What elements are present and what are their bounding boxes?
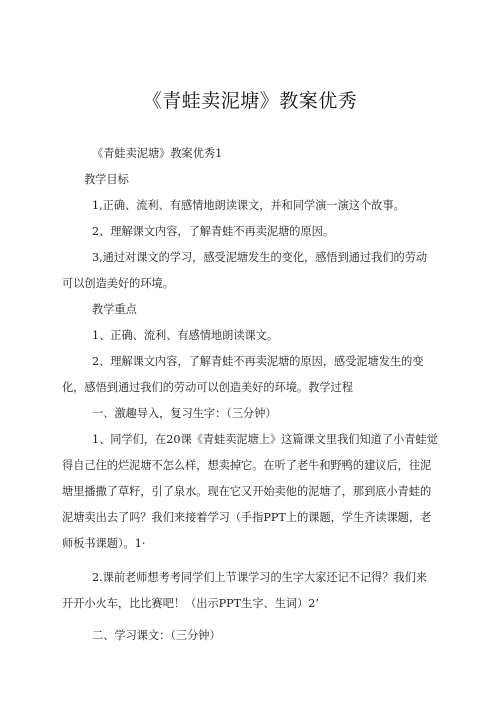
document-title: 《青蛙卖泥塘》教案优秀 (142, 90, 358, 112)
paragraph-line: 2.课前老师想考考同学们上节课学习的生字大家还记不记得？我们来 (92, 571, 428, 584)
paragraph-line: 泥塘卖出去了吗？我们来接着学习（手指PPT上的课题，学生齐读课题，老 (62, 511, 432, 524)
section-heading-objectives: 教学目标 (84, 173, 129, 186)
paragraph-line: 3,通过对课文的学习，感受泥塘发生的变化，感悟到通过我们的劳动 (92, 251, 428, 264)
paragraph-line: 化，感悟到通过我们的劳动可以创造美好的环境。教学过程 (62, 381, 353, 394)
paragraph-line: 得自己住的烂泥塘不怎么样，想卖掉它。在听了老牛和野鸭的建议后，往泥 (62, 459, 432, 472)
paragraph-line: 2、理解课文内容，了解青蛙不再卖泥塘的原因，感受泥塘发生的变 (92, 355, 424, 368)
paragraph-line: 塘里播撒了草籽，引了泉水。现在它又开始卖他的泥塘了，那到底小青蛙的 (62, 485, 432, 498)
paragraph-line: 1、正确、流利、有感情地朗读课文。 (92, 329, 279, 342)
section-heading-intro: 一、激趣导入，复习生字：（三分钟） (92, 407, 277, 420)
paragraph-line: 1,正确、流利、有感情地朗读课文，并和同学演一演这个故事。 (92, 199, 405, 212)
paragraph-line: 开开小火车，比比赛吧！（出示PPT生字、生词）2’ (62, 597, 319, 610)
paragraph-line: 2、理解课文内容，了解青蛙不再卖泥塘的原因。 (92, 225, 335, 238)
doc-subtitle: 《青蛙卖泥塘》教案优秀1 (92, 147, 223, 160)
section-heading-keypoints: 教学重点 (92, 303, 137, 316)
paragraph-line: 师板书课题）。1· (62, 537, 146, 550)
section-heading-lesson: 二、学习课文：（三分钟） (92, 629, 221, 642)
paragraph-line: 可以创造美好的环境。 (62, 277, 174, 290)
paragraph-line: 1、同学们，在20课《青蛙卖泥塘上》这篇课文里我们知道了小青蛙觉 (92, 433, 438, 446)
